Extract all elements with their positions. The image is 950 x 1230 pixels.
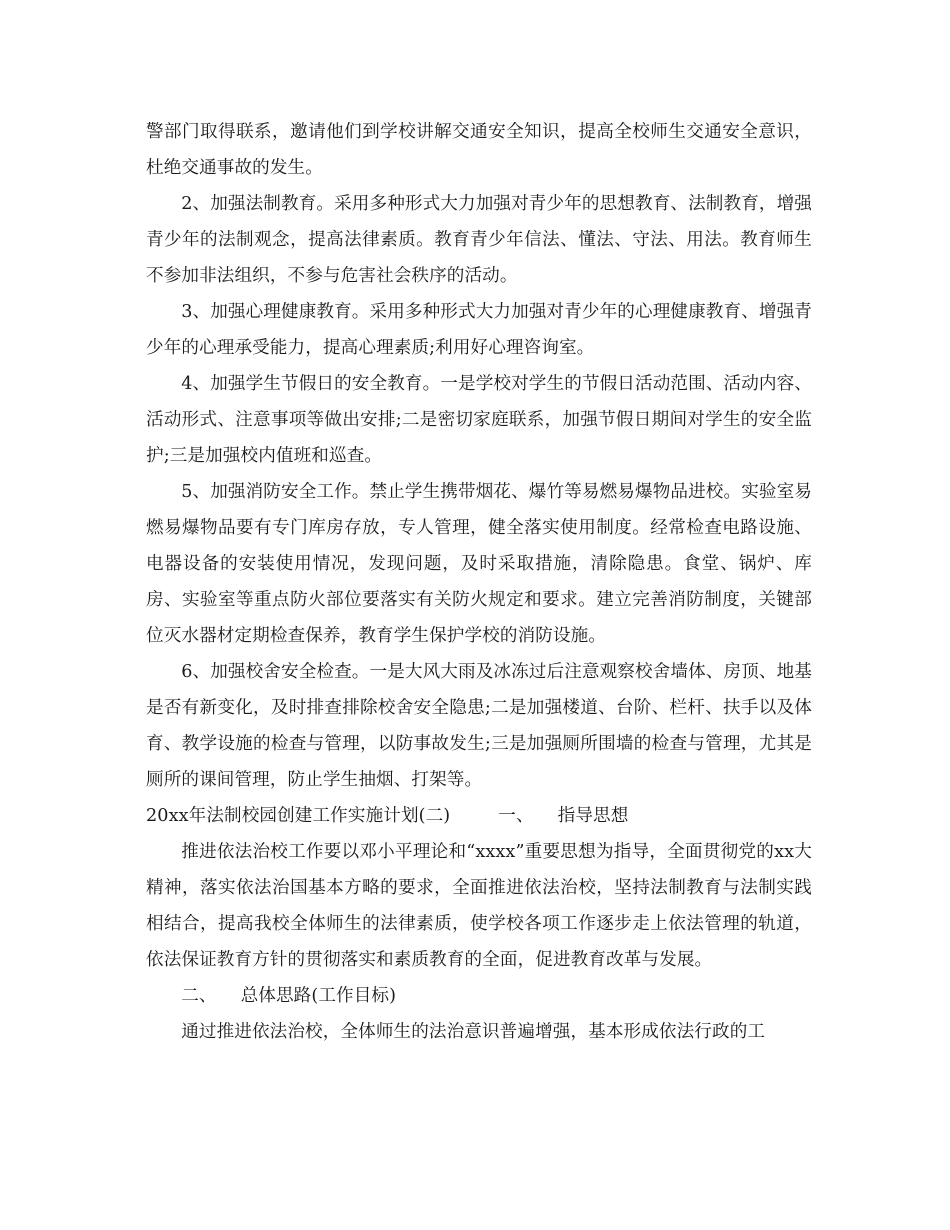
paragraph-mental-health: 3、加强心理健康教育。采用多种形式大力加强对青少年的心理健康教育、增强青少年的心理承受能力，提高心理素质;利用好心理咨询室。	[146, 302, 812, 358]
paragraph-legal-education: 2、加强法制教育。采用多种形式大力加强对青少年的思想教育、法制教育，增强青少年的法制观念，提高法律素质。教育青少年信法、懂法、守法、用法。教育师生不参加非法组织，不参与危害社会秩序的活动。	[146, 194, 812, 286]
section1-number: 一、	[498, 806, 534, 826]
paragraph-guiding-thought: 推进依法治校工作要以邓小平理论和“xxxx”重要思想为指导，全面贯彻党的xx大精神，落实依法治国基本方略的要求，全面推进依法治校，坚持法制教育与法制实践相结合，提高我校全体师生的法律素质，使学校各项工作逐步走上依法管理的轨道，依法保证教育方针的贯彻落实和素质教育的全面，促进教育改革与发展。	[146, 842, 812, 970]
section1-title: 指导思想	[557, 806, 629, 826]
paragraph-building-safety: 6、加强校舍安全检查。一是大风大雨及冰冻过后注意观察校舍墙体、房顶、地基是否有新变化，及时排查排除校舍安全隐患;二是加强楼道、台阶、栏杆、扶手以及体育、教学设施的检查与管理，以防事故发生;三是加强厕所围墙的检查与管理，尤其是厕所的课间管理，防止学生抽烟、打架等。	[146, 662, 812, 790]
paragraph-overall-goal: 通过推进依法治校，全体师生的法治意识普遍增强，基本形成依法行政的工	[181, 1022, 766, 1042]
paragraph-continuation: 警部门取得联系，邀请他们到学校讲解交通安全知识，提高全校师生交通安全意识，杜绝交通事故的发生。	[146, 122, 812, 178]
section2-number: 二、	[181, 986, 217, 1006]
paragraph-fire-safety: 5、加强消防安全工作。禁止学生携带烟花、爆竹等易燃易爆物品进校。实验室易燃易爆物品要有专门库房存放，专人管理，健全落实使用制度。经常检查电路设施、电器设备的安装使用情况，发现问题，及时采取措施，清除隐患。食堂、锅炉、库房、实验室等重点防火部位要落实有关防火规定和要求。建立完善消防制度，关键部位灭水器材定期检查保养，教育学生保护学校的消防设施。	[146, 482, 812, 646]
plan-heading-line	[146, 798, 812, 834]
plan-title: 20xx年法制校园创建工作实施计划(二)	[146, 806, 451, 826]
document-body	[146, 114, 812, 1050]
paragraph-holiday-safety: 4、加强学生节假日的安全教育。一是学校对学生的节假日活动范围、活动内容、活动形式、注意事项等做出安排;二是密切家庭联系，加强节假日期间对学生的安全监护;三是加强校内值班和巡查。	[146, 374, 812, 466]
section2-title: 总体思路(工作目标)	[240, 986, 397, 1006]
section2-heading-line	[146, 978, 812, 1014]
